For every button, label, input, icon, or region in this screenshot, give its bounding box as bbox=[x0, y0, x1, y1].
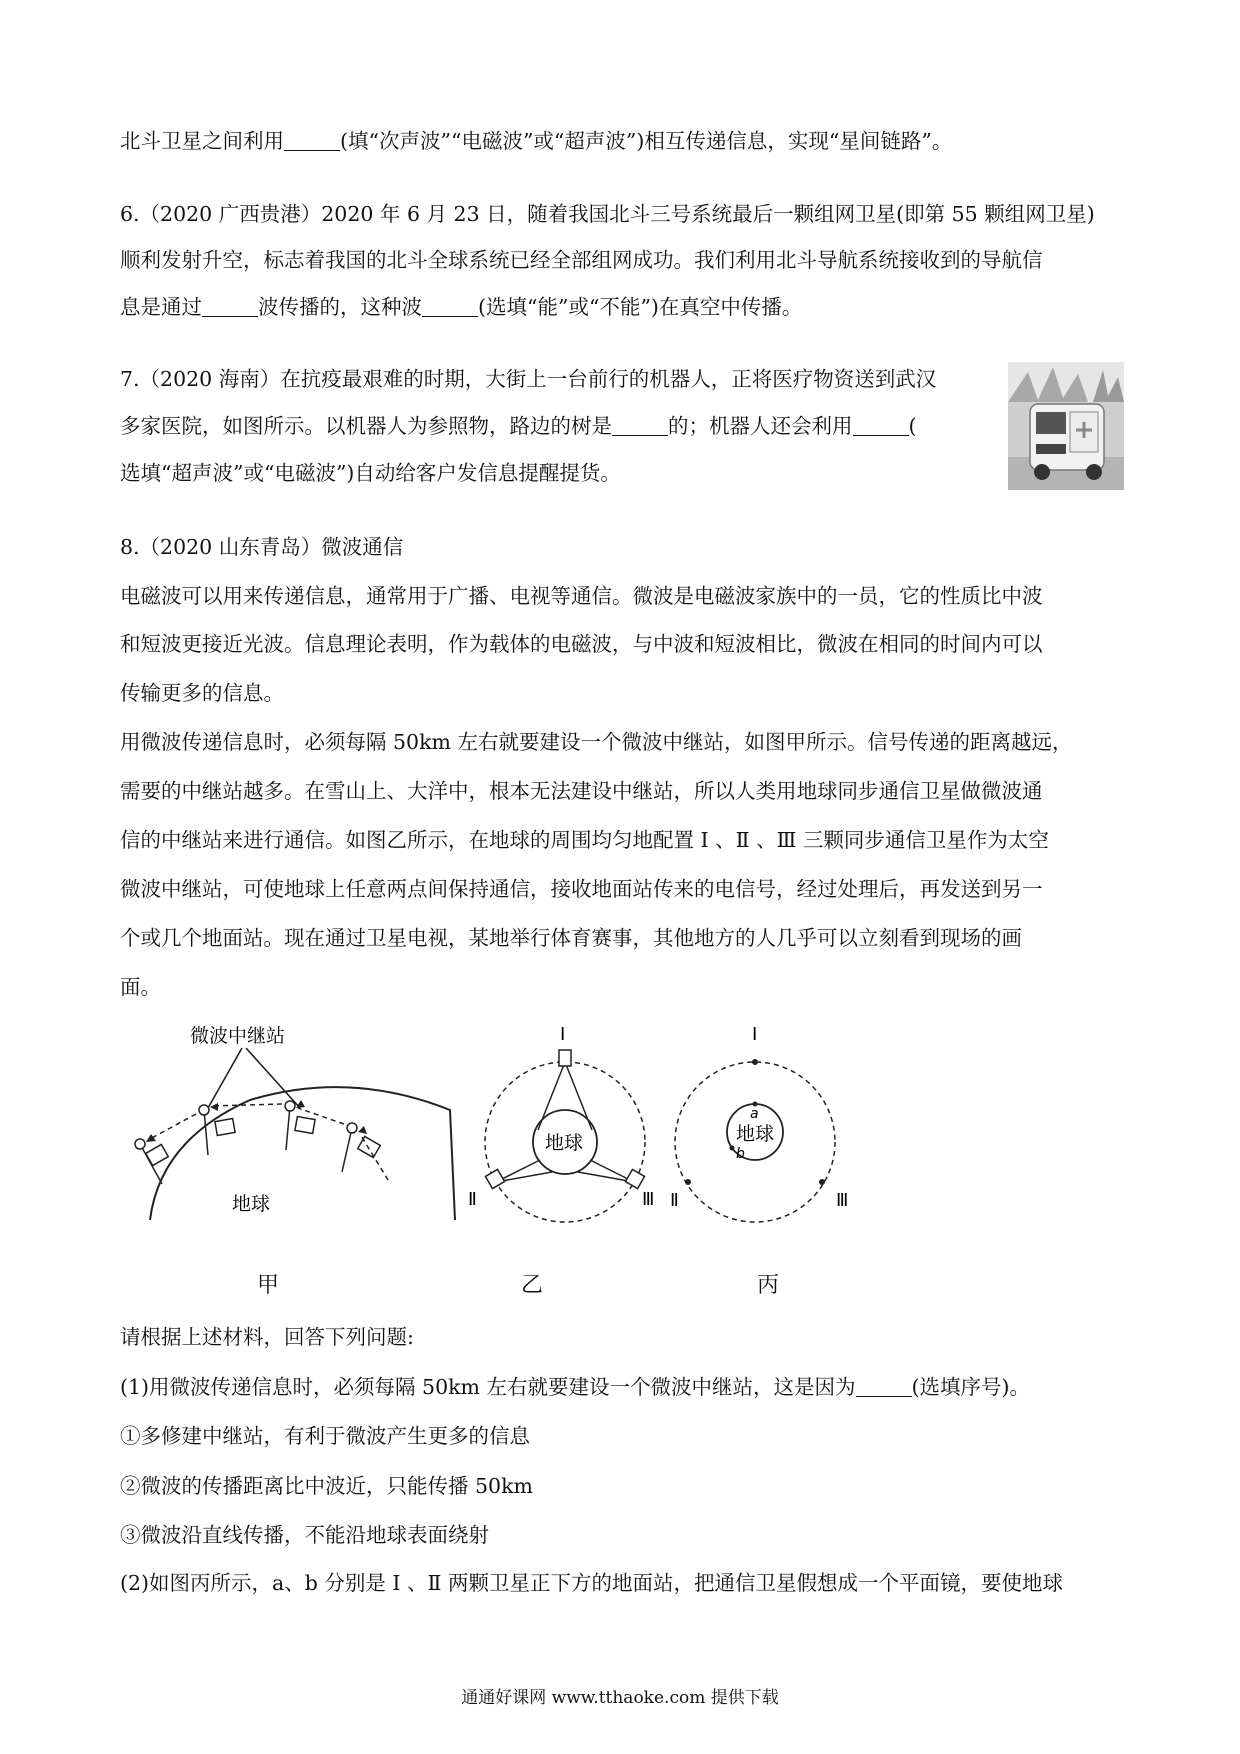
page-footer: 通通好课网 www.tthaoke.com 提供下载 bbox=[461, 1688, 779, 1708]
q8-sub1 bbox=[120, 1372, 1120, 1402]
point-a-label: a bbox=[750, 1106, 759, 1122]
q6-text: (选填“能”或“不能”)在真空中传播。 bbox=[478, 295, 803, 319]
q7-text: 的；机器人还会利用 bbox=[668, 414, 853, 438]
figure-caption-bing: 丙 bbox=[756, 1273, 779, 1298]
q7-line-3: 选填“超声波”或“电磁波”)自动给客户发信息提醒提货。 bbox=[120, 461, 621, 485]
satellite-label-1: Ⅰ bbox=[752, 1024, 758, 1045]
q8-p1-line: 传输更多的信息。 bbox=[120, 681, 284, 705]
figure-jia bbox=[135, 1025, 455, 1220]
q6-line-3 bbox=[120, 292, 1120, 322]
q8-p2-line: 信的中继站来进行通信。如图乙所示，在地球的周围均匀地配置 Ⅰ 、Ⅱ 、Ⅲ 三颗同步通信卫星作为太空 bbox=[120, 828, 1049, 852]
answer-blank[interactable] bbox=[853, 413, 909, 436]
q5-tail-line bbox=[120, 126, 1120, 156]
answer-blank[interactable] bbox=[202, 294, 258, 317]
q7-text: ( bbox=[908, 414, 917, 438]
q5-text: 北斗卫星之间利用 bbox=[120, 129, 284, 153]
q8-p1-line: 电磁波可以用来传递信息，通常用于广播、电视等通信。微波是电磁波家族中的一员，它的性质比中波 bbox=[120, 584, 1043, 608]
q7-line-2 bbox=[120, 411, 1120, 441]
answer-blank[interactable] bbox=[422, 294, 478, 317]
q5-text: (填“次声波”“电磁波”或“超声波”)相互传递信息，实现“星间链路”。 bbox=[340, 129, 953, 153]
earth-label: 地球 bbox=[736, 1123, 775, 1145]
q8-p2-line: 用微波传递信息时，必须每隔 50km 左右就要建设一个微波中继站，如图甲所示。信号传递的距离越远， bbox=[120, 730, 1073, 754]
q6-line-1: 6.（2020 广西贵港）2020 年 6 月 23 日，随着我国北斗三号系统最后一颗组网卫星(即第 55 颗组网卫星) bbox=[120, 202, 1095, 226]
satellite-label-3: Ⅲ bbox=[642, 1189, 655, 1210]
figures-jia-yi-bing bbox=[120, 1020, 880, 1250]
answer-blank[interactable] bbox=[612, 413, 668, 436]
q8-p2-line: 面。 bbox=[120, 975, 161, 999]
q8-p2-line: 个或几个地面站。现在通过卫星电视，某地举行体育赛事，其他地方的人几乎可以立刻看到现场的画 bbox=[120, 926, 1022, 950]
figure-yi bbox=[468, 1024, 654, 1222]
q8-p1-line: 和短波更接近光波。信息理论表明，作为载体的电磁波，与中波和短波相比，微波在相同的时间内可以 bbox=[120, 632, 1043, 656]
q8-sub1-text: (1)用微波传递信息时，必须每隔 50km 左右就要建设一个微波中继站，这是因为 bbox=[120, 1375, 856, 1399]
q8-prompt: 请根据上述材料，回答下列问题: bbox=[120, 1325, 414, 1349]
q8-sub2: (2)如图丙所示，a、b 分别是 Ⅰ 、Ⅱ 两颗卫星正下方的地面站，把通信卫星假想成一个平面镜，要使地球 bbox=[120, 1571, 1063, 1595]
q8-title: 8.（2020 山东青岛）微波通信 bbox=[120, 535, 404, 559]
q8-option-1: ①多修建中继站，有利于微波产生更多的信息 bbox=[120, 1424, 530, 1448]
q8-option-3: ③微波沿直线传播，不能沿地球表面绕射 bbox=[120, 1523, 489, 1547]
q8-option-2: ②微波的传播距离比中波近，只能传播 50km bbox=[120, 1474, 533, 1498]
answer-blank[interactable] bbox=[856, 1374, 912, 1397]
q6-text: 息是通过 bbox=[120, 295, 202, 319]
robot-photo bbox=[1008, 362, 1124, 490]
relay-station-label: 微波中继站 bbox=[190, 1025, 286, 1047]
satellite-label-1: Ⅰ bbox=[560, 1024, 566, 1045]
earth-label: 地球 bbox=[545, 1132, 584, 1154]
figure-bing bbox=[670, 1024, 848, 1222]
answer-blank[interactable] bbox=[284, 128, 340, 151]
q7-line-1: 7.（2020 海南）在抗疫最艰难的时期，大街上一台前行的机器人，正将医疗物资送到武汉 bbox=[120, 367, 937, 391]
q7-text: 多家医院，如图所示。以机器人为参照物，路边的树是 bbox=[120, 414, 612, 438]
satellite-label-2: Ⅱ bbox=[468, 1189, 477, 1210]
figure-caption-jia: 甲 bbox=[256, 1273, 279, 1298]
satellite-label-2: Ⅱ bbox=[670, 1190, 679, 1211]
satellite-label-3: Ⅲ bbox=[836, 1190, 849, 1211]
earth-label: 地球 bbox=[232, 1193, 271, 1215]
q6-text: 波传播的，这种波 bbox=[258, 295, 422, 319]
q6-line-2: 顺利发射升空，标志着我国的北斗全球系统已经全部组网成功。我们利用北斗导航系统接收到的导航信 bbox=[120, 248, 1043, 272]
q8-sub1-text: (选填序号)。 bbox=[911, 1375, 1031, 1399]
q8-p2-line: 需要的中继站越多。在雪山上、大洋中，根本无法建设中继站，所以人类用地球同步通信卫星做微波通 bbox=[120, 779, 1043, 803]
q8-p2-line: 微波中继站，可使地球上任意两点间保持通信，接收地面站传来的电信号，经过处理后，再发送到另一 bbox=[120, 877, 1043, 901]
figure-caption-yi: 乙 bbox=[520, 1273, 543, 1298]
point-b-label: b bbox=[736, 1146, 745, 1162]
